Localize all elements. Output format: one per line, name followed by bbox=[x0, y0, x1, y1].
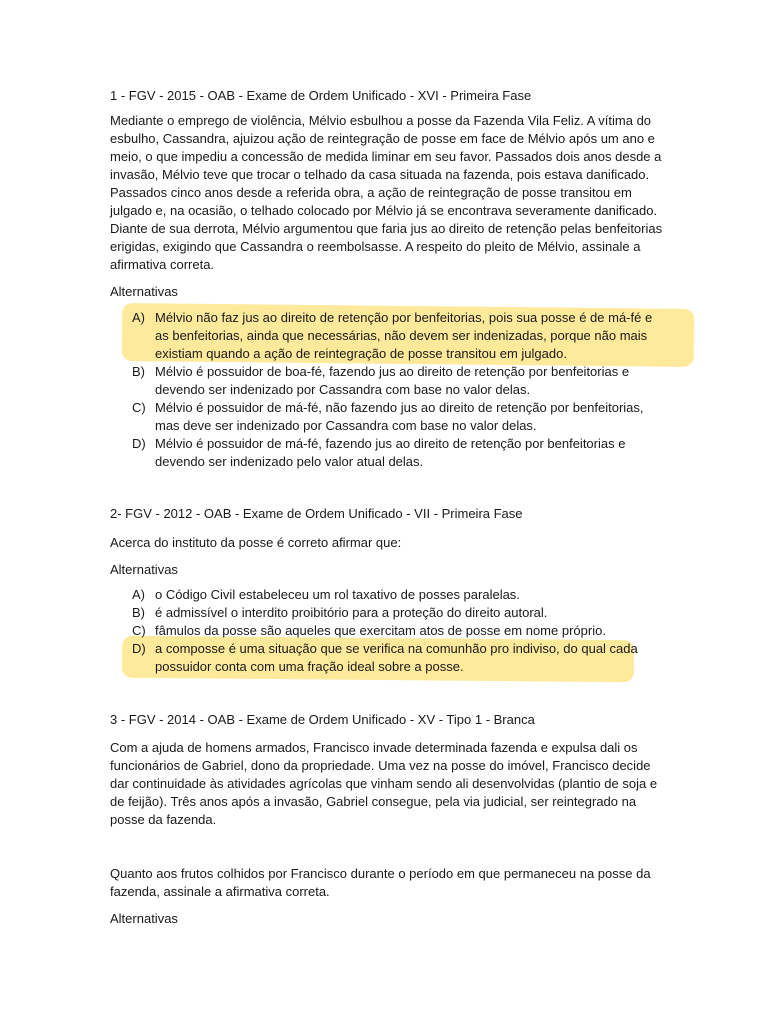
alternative-letter: B) bbox=[132, 364, 145, 379]
alternative-letter: A) bbox=[132, 310, 145, 325]
question-3-alternatives-label: Alternativas bbox=[110, 911, 178, 926]
alternative-letter: D) bbox=[132, 436, 146, 451]
alternative-q2-d bbox=[110, 640, 666, 676]
alternative-text: o Código Civil estabeleceu um rol taxativo de posses paralelas. bbox=[155, 587, 520, 602]
question-3-statement-2: Quanto aos frutos colhidos por Francisco durante o período em que permaneceu na posse da fazenda, assinale a afirmativa correta. bbox=[110, 866, 651, 899]
alternative-text: Mélvio é possuidor de má-fé, não fazendo jus ao direito de retenção por benfeitorias, mas deve ser indenizado por Cassandra com base no valor delas. bbox=[155, 400, 644, 433]
alternative-letter: A) bbox=[132, 587, 145, 602]
alternative-text: Mélvio não faz jus ao direito de retenção por benfeitorias, pois sua posse é de má-fé e as benfeitorias, ainda que necessárias, não devem ser indenizadas, porque não mais existiam quando a ação de reintegração de posse transitou em julgado. bbox=[155, 310, 653, 361]
question-2-alternatives bbox=[110, 586, 666, 676]
alternative-text: Mélvio é possuidor de má-fé, fazendo jus ao direito de retenção por benfeitorias e devendo ser indenizado pelo valor atual delas. bbox=[155, 436, 626, 469]
question-3-statement-1: Com a ajuda de homens armados, Francisco invade determinada fazenda e expulsa dali os funcionários de Gabriel, dono da propriedade. Uma vez na posse do imóvel, Francisco decide dar continuidade às atividades agrícolas que vinham sendo ali desenvolvidas (plantio de soja e de feijão). Três anos após a invasão, Gabriel consegue, pela via judicial, ser reintegrado na posse da fazenda. bbox=[110, 740, 658, 827]
alternative-letter: C) bbox=[132, 400, 146, 415]
question-2-statement: Acerca do instituto da posse é correto afirmar que: bbox=[110, 535, 402, 550]
alternative-q2-a bbox=[110, 586, 666, 604]
question-3-title: 3 - FGV - 2014 - OAB - Exame de Ordem Unificado - XV - Tipo 1 - Branca bbox=[110, 712, 535, 727]
alternative-text: a composse é uma situação que se verifica na comunhão pro indiviso, do qual cada possuidor conta com uma fração ideal sobre a posse. bbox=[155, 641, 638, 674]
question-1-statement: Mediante o emprego de violência, Mélvio esbulhou a posse da Fazenda Vila Feliz. A vítima do esbulho, Cassandra, ajuizou ação de reintegração de posse em face de Mélvio após um ano e meio, o que impediu a concessão de medida liminar em seu favor. Passados dois anos desde a invasão, Mélvio teve que trocar o telhado da casa situada na fazenda, pois estava danificado. Passados cinco anos desde a referida obra, a ação de reintegração de posse transitou em julgado e, na ocasião, o telhado colocado por Mélvio já se encontrava severamente danificado. Diante de sua derrota, Mélvio argumentou que faria jus ao direito de retenção pelas benfeitorias erigidas, exigindo que Cassandra o reembolsasse. A respeito do pleito de Mélvio, assinale a afirmativa correta. bbox=[110, 113, 663, 272]
question-1-alternatives-label: Alternativas bbox=[110, 284, 178, 299]
question-1-alternatives bbox=[110, 309, 666, 471]
alternative-text: Mélvio é possuidor de boa-fé, fazendo jus ao direito de retenção por benfeitorias e devendo ser indenizado por Cassandra com base no valor delas. bbox=[155, 364, 630, 397]
alternative-q1-c bbox=[110, 399, 666, 435]
alternative-letter: D) bbox=[132, 641, 146, 656]
alternative-q2-b bbox=[110, 604, 666, 622]
alternative-letter: C) bbox=[132, 623, 146, 638]
alternative-q1-b bbox=[110, 363, 666, 399]
alternative-text: é admissível o interdito proibitório para a proteção do direito autoral. bbox=[155, 605, 548, 620]
alternative-q1-a bbox=[110, 309, 666, 363]
question-2-title: 2- FGV - 2012 - OAB - Exame de Ordem Unificado - VII - Primeira Fase bbox=[110, 506, 523, 521]
alternative-text: fâmulos da posse são aqueles que exercitam atos de posse em nome próprio. bbox=[155, 623, 606, 638]
alternative-q2-c bbox=[110, 622, 666, 640]
question-1-title: 1 - FGV - 2015 - OAB - Exame de Ordem Unificado - XVI - Primeira Fase bbox=[110, 88, 532, 103]
question-2-alternatives-label: Alternativas bbox=[110, 562, 178, 577]
alternative-letter: B) bbox=[132, 605, 145, 620]
alternative-q1-d bbox=[110, 435, 666, 471]
